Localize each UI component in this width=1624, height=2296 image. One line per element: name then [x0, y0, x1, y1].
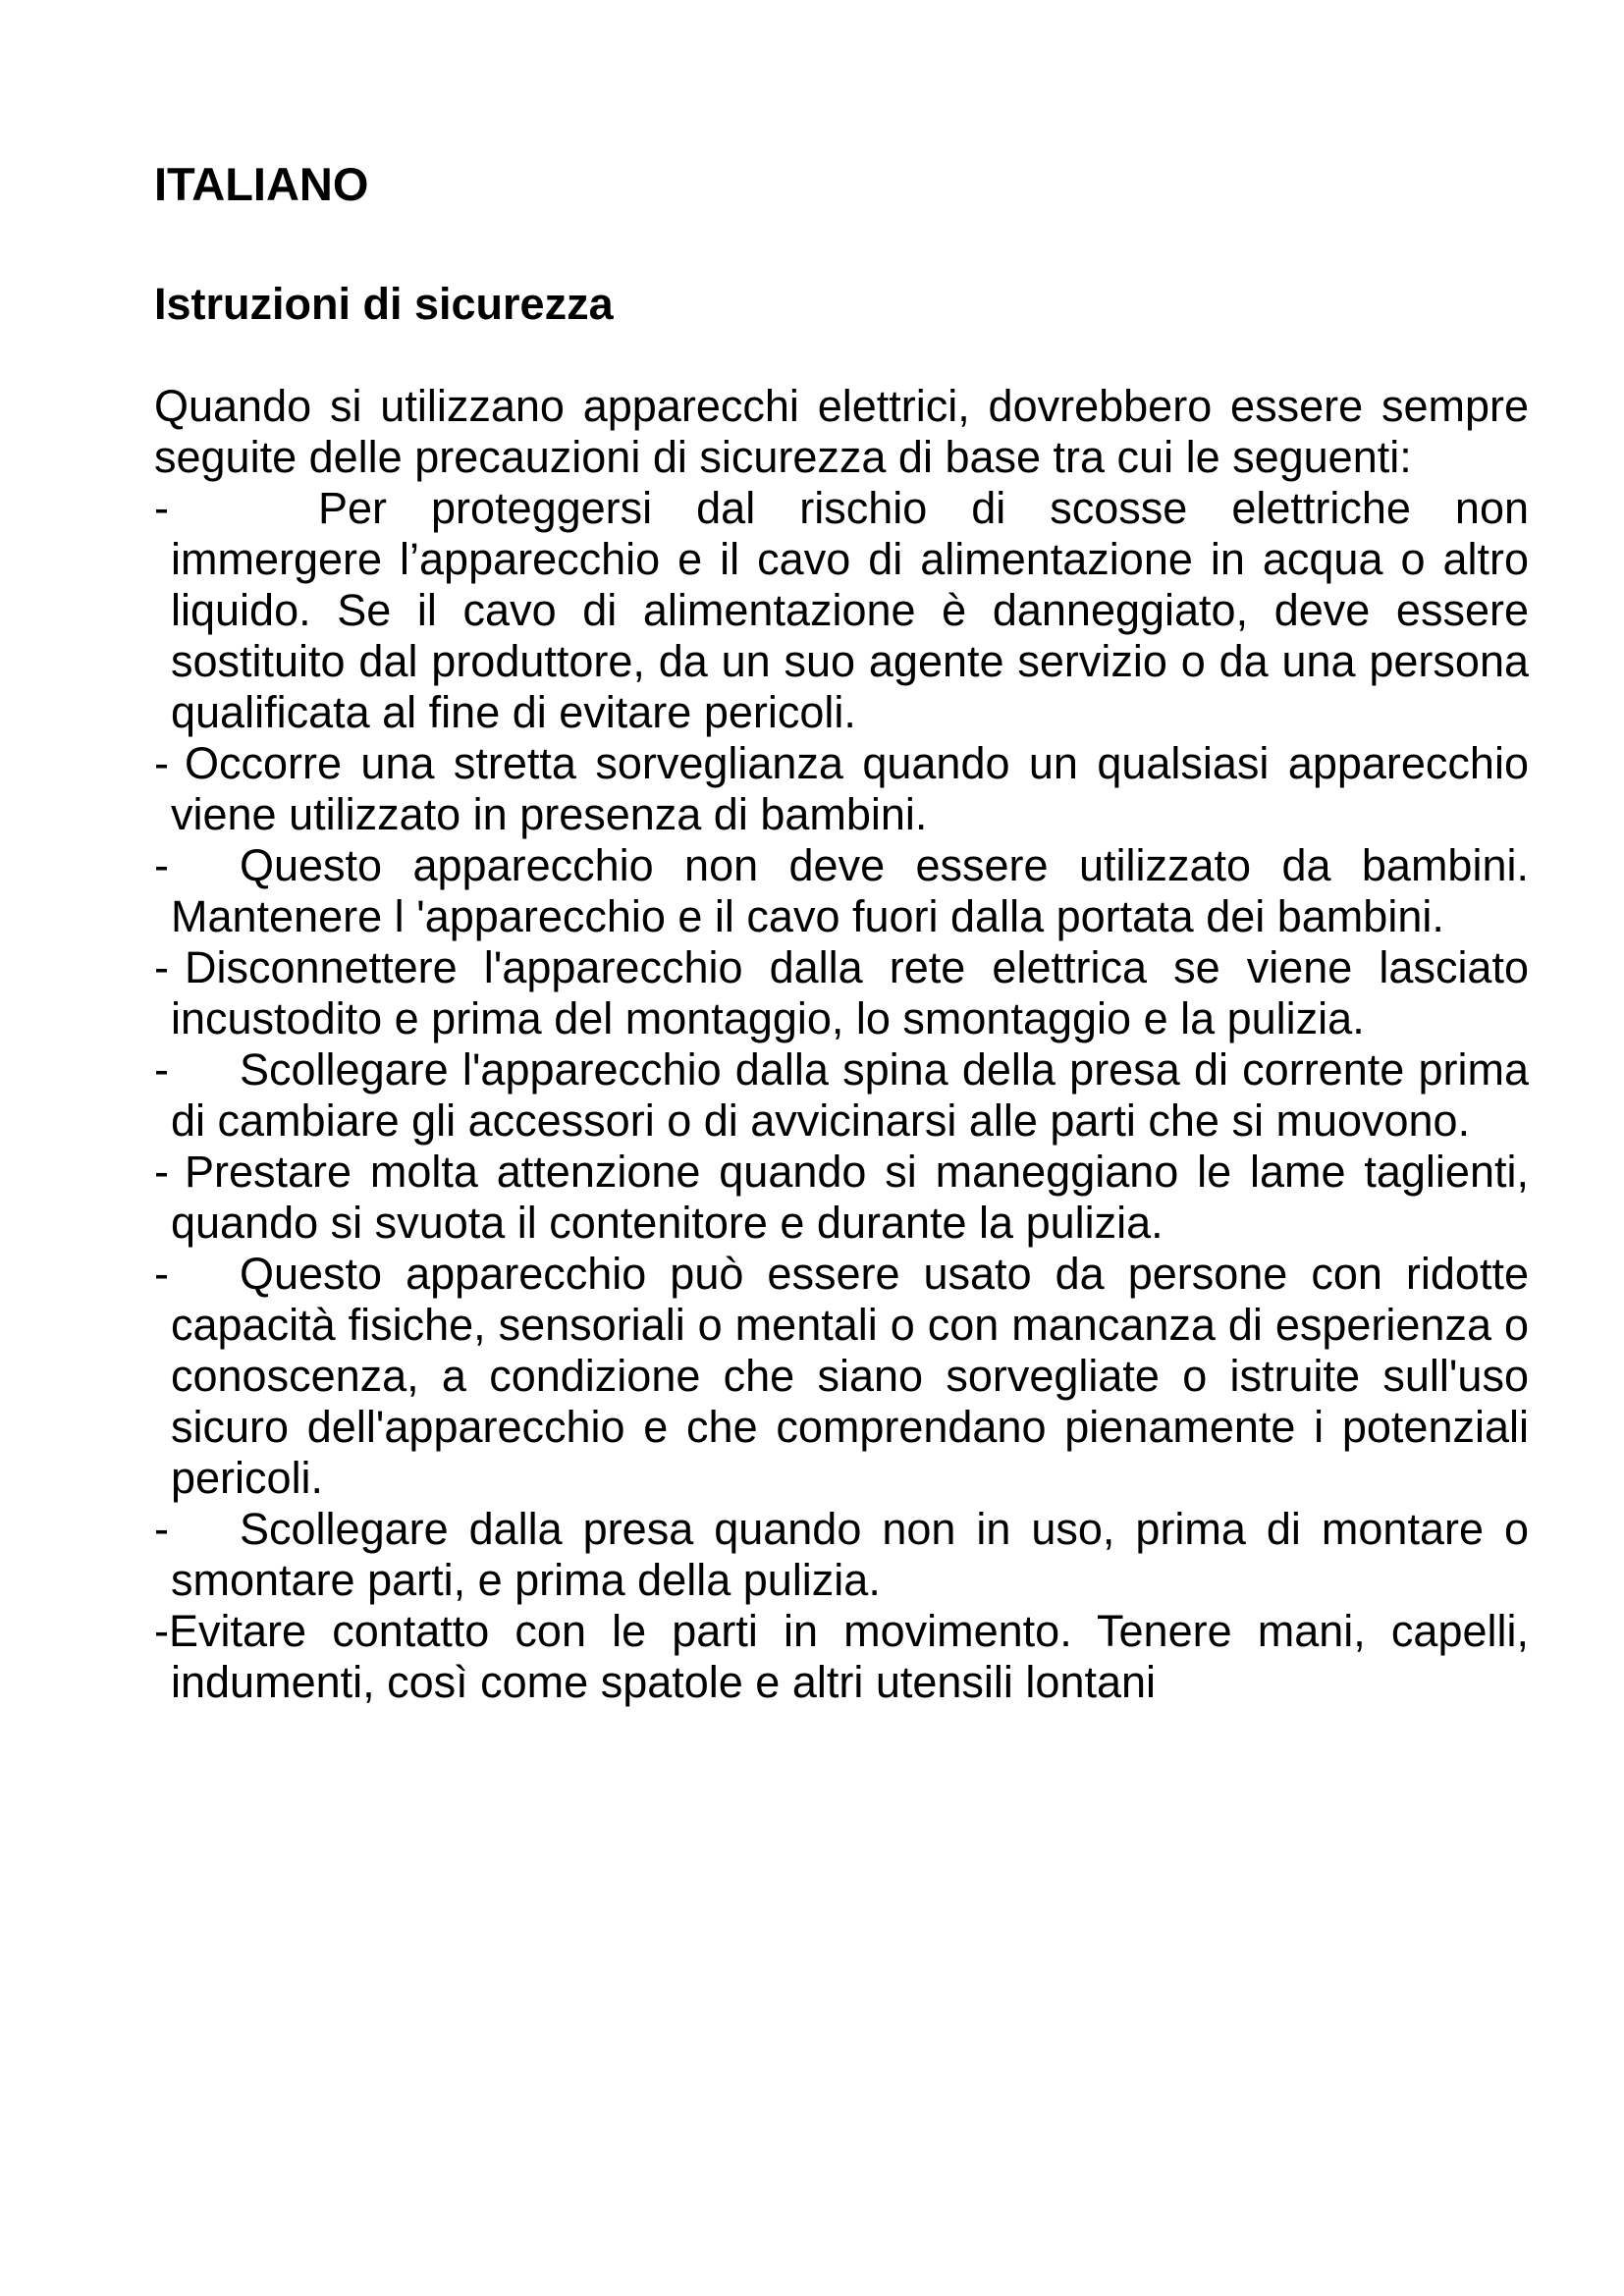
bullet-dash: - — [154, 483, 169, 533]
safety-rule-text: Disconnettere l'apparecchio dalla rete elettrica se viene lasciato incustodito e prima del montaggio, lo smontaggio e la pulizia. — [171, 942, 1529, 1043]
manual-page — [154, 157, 1529, 1708]
safety-rule — [154, 1147, 1529, 1249]
bullet-dash: - — [154, 738, 169, 788]
intro-paragraph: Quando si utilizzano apparecchi elettrici, dovrebbero essere sempre seguite delle precauzioni di sicurezza di base tra cui le seguenti: — [154, 381, 1529, 482]
bullet-dash: - — [154, 1147, 169, 1197]
bullet-dash: - — [154, 840, 169, 890]
safety-rule — [154, 1249, 1529, 1504]
safety-rule-text: Evitare contatto con le parti in movimento. Tenere mani, capelli, indumenti, così come spatole e altri utensili lontani — [169, 1606, 1529, 1707]
safety-rule — [154, 738, 1529, 840]
safety-rule — [154, 840, 1529, 942]
safety-rule — [154, 1504, 1529, 1606]
bullet-dash: - — [154, 1249, 169, 1299]
bullet-dash: - — [154, 942, 169, 992]
bullet-dash: - — [154, 1504, 169, 1554]
section-title: Istruzioni di sicurezza — [154, 279, 614, 329]
safety-rule — [154, 1044, 1529, 1147]
safety-rule — [154, 942, 1529, 1044]
safety-rules-list — [154, 483, 1529, 1708]
safety-rule-text: Scollegare dalla presa quando non in uso, prima di montare o smontare parti, e prima della pulizia. — [171, 1504, 1529, 1605]
safety-rule-text: Questo apparecchio può essere usato da persone con ridotte capacità fisiche, sensoriali o mentali o con mancanza di esperienza o conoscenza, a condizione che siano sorvegliate o istruite sull'uso sicuro dell'apparecchio e che comprendano pienamente i potenziali pericoli. — [171, 1249, 1529, 1503]
safety-rule-text: Scollegare l'apparecchio dalla spina della presa di corrente prima di cambiare gli accessori o di avvicinarsi alle parti che si muovono. — [171, 1044, 1529, 1146]
safety-rule-text: Questo apparecchio non deve essere utilizzato da bambini. Mantenere l 'apparecchio e il cavo fuori dalla portata dei bambini. — [171, 840, 1529, 941]
safety-rule-text: Prestare molta attenzione quando si maneggiano le lame taglienti, quando si svuota il contenitore e durante la pulizia. — [171, 1147, 1529, 1248]
bullet-dash: - — [154, 1044, 169, 1095]
safety-rule-text: Per proteggersi dal rischio di scosse elettriche non immergere l’apparecchio e il cavo di alimentazione in acqua o altro liquido. Se il cavo di alimentazione è danneggiato, deve essere sostituito dal produttore, da un suo agente servizio o da una persona qualificata al fine di evitare pericoli. — [171, 483, 1529, 737]
safety-rule-text: Occorre una stretta sorveglianza quando un qualsiasi apparecchio viene utilizzato in presenza di bambini. — [171, 738, 1529, 839]
bullet-dash: - — [154, 1606, 169, 1656]
language-heading: ITALIANO — [154, 158, 369, 210]
safety-rule — [154, 483, 1529, 738]
safety-rule — [154, 1606, 1529, 1708]
